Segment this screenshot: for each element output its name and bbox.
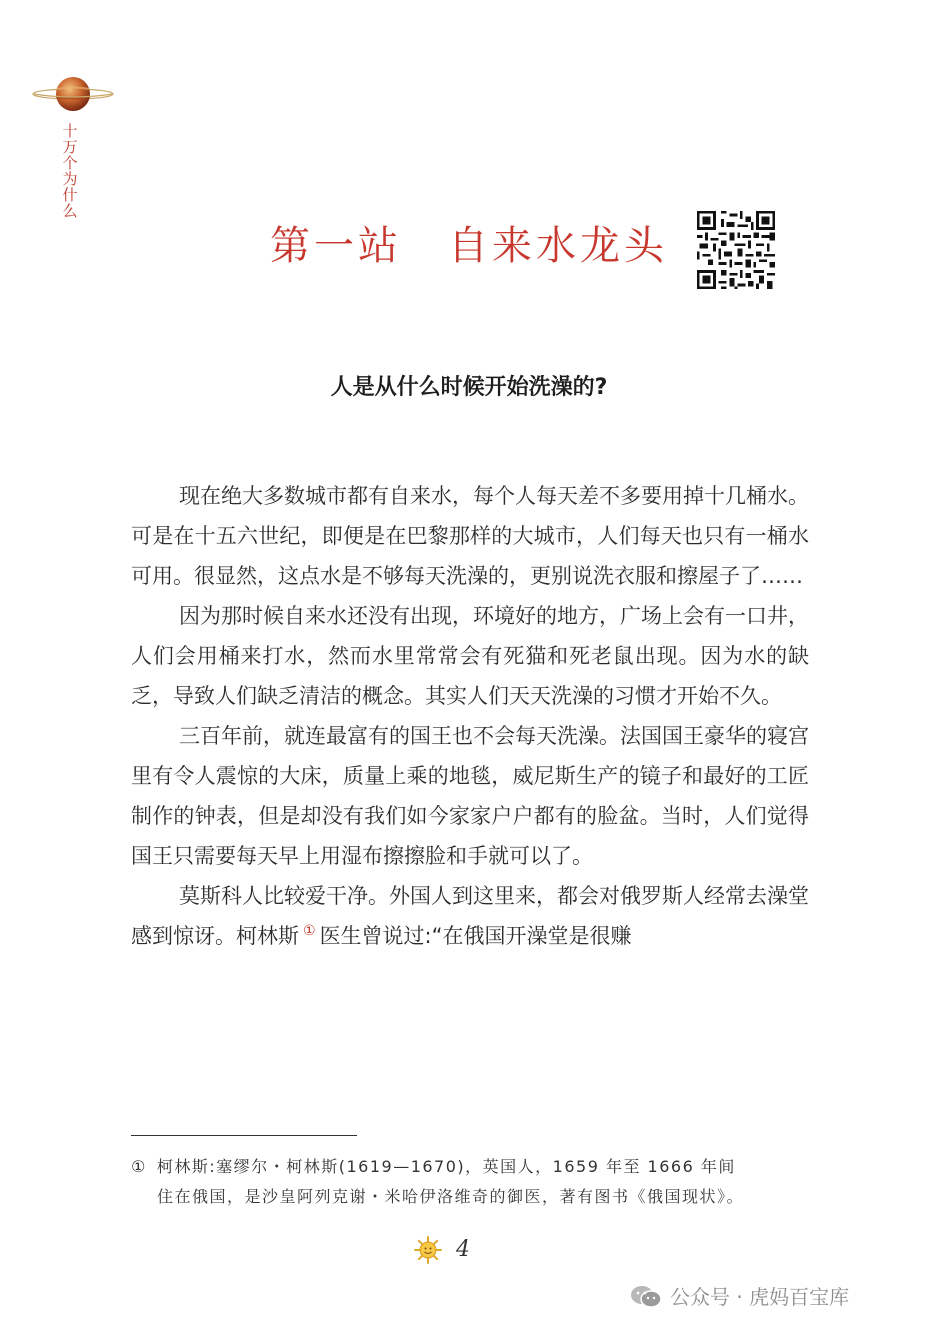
footnote-divider <box>131 1135 357 1136</box>
paragraph: 三百年前，就连最富有的国王也不会每天洗澡。法国国王豪华的寝宫里有令人震惊的大床，质量上乘的地毯，威尼斯生产的镜子和最好的工匠制作的钟表，但是却没有我们如今家家户户都有的脸盆。当时，人们觉得国王只需要每天早上用湿布擦擦脸和手就可以了。 <box>131 724 809 868</box>
footnote-number: ① <box>131 1157 147 1176</box>
chapter-name: 自来水龙头 <box>448 223 668 269</box>
qr-code-icon <box>697 211 775 289</box>
wechat-icon <box>630 1284 662 1310</box>
paragraph <box>131 876 809 956</box>
footnote-line: 柯林斯:塞缪尔・柯林斯(1619—1670)，英国人，1659 年至 1666 年间 <box>156 1157 736 1176</box>
paragraph: 现在绝大多数城市都有自来水，每个人每天差不多要用掉十几桶水。可是在十五六世纪，即便是在巴黎那样的大城市，人们每天也只有一桶水可用。很显然，这点水是不够每天洗澡的，更别说洗衣服和擦屋子了…… <box>131 484 809 588</box>
paragraph-text: 莫斯科人比较爱干净。外国人到这里来，都会对俄罗斯人经常去澡堂感到惊讶。柯林斯 <box>131 884 809 948</box>
body-text <box>131 476 809 956</box>
planet-icon <box>30 66 116 122</box>
footnote <box>131 1152 811 1212</box>
paragraph: 因为那时候自来水还没有出现，环境好的地方，广场上会有一口井，人们会用桶来打水，然而水里常常会有死猫和死老鼠出现。因为水的缺乏，导致人们缺乏清洁的概念。其实人们天天洗澡的习惯才开始不久。 <box>131 604 809 708</box>
sun-icon <box>414 1236 442 1264</box>
watermark-text: 公众号 · 虎妈百宝库 <box>670 1285 850 1309</box>
question-heading: 人是从什么时候开始洗澡的? <box>330 375 608 400</box>
series-title: 十万个为什么 <box>62 122 78 220</box>
footnote-line: 住在俄国，是沙皇阿列克谢・米哈伊洛维奇的御医，著有图书《俄国现状》。 <box>157 1187 745 1206</box>
footnote-reference[interactable]: ① <box>303 923 316 939</box>
paragraph-text: 医生曾说过:“在俄国开澡堂是很赚 <box>319 924 632 948</box>
chapter-title <box>270 216 680 276</box>
page-number: 4 <box>456 1237 470 1262</box>
chapter-label: 第一站 <box>270 223 402 269</box>
